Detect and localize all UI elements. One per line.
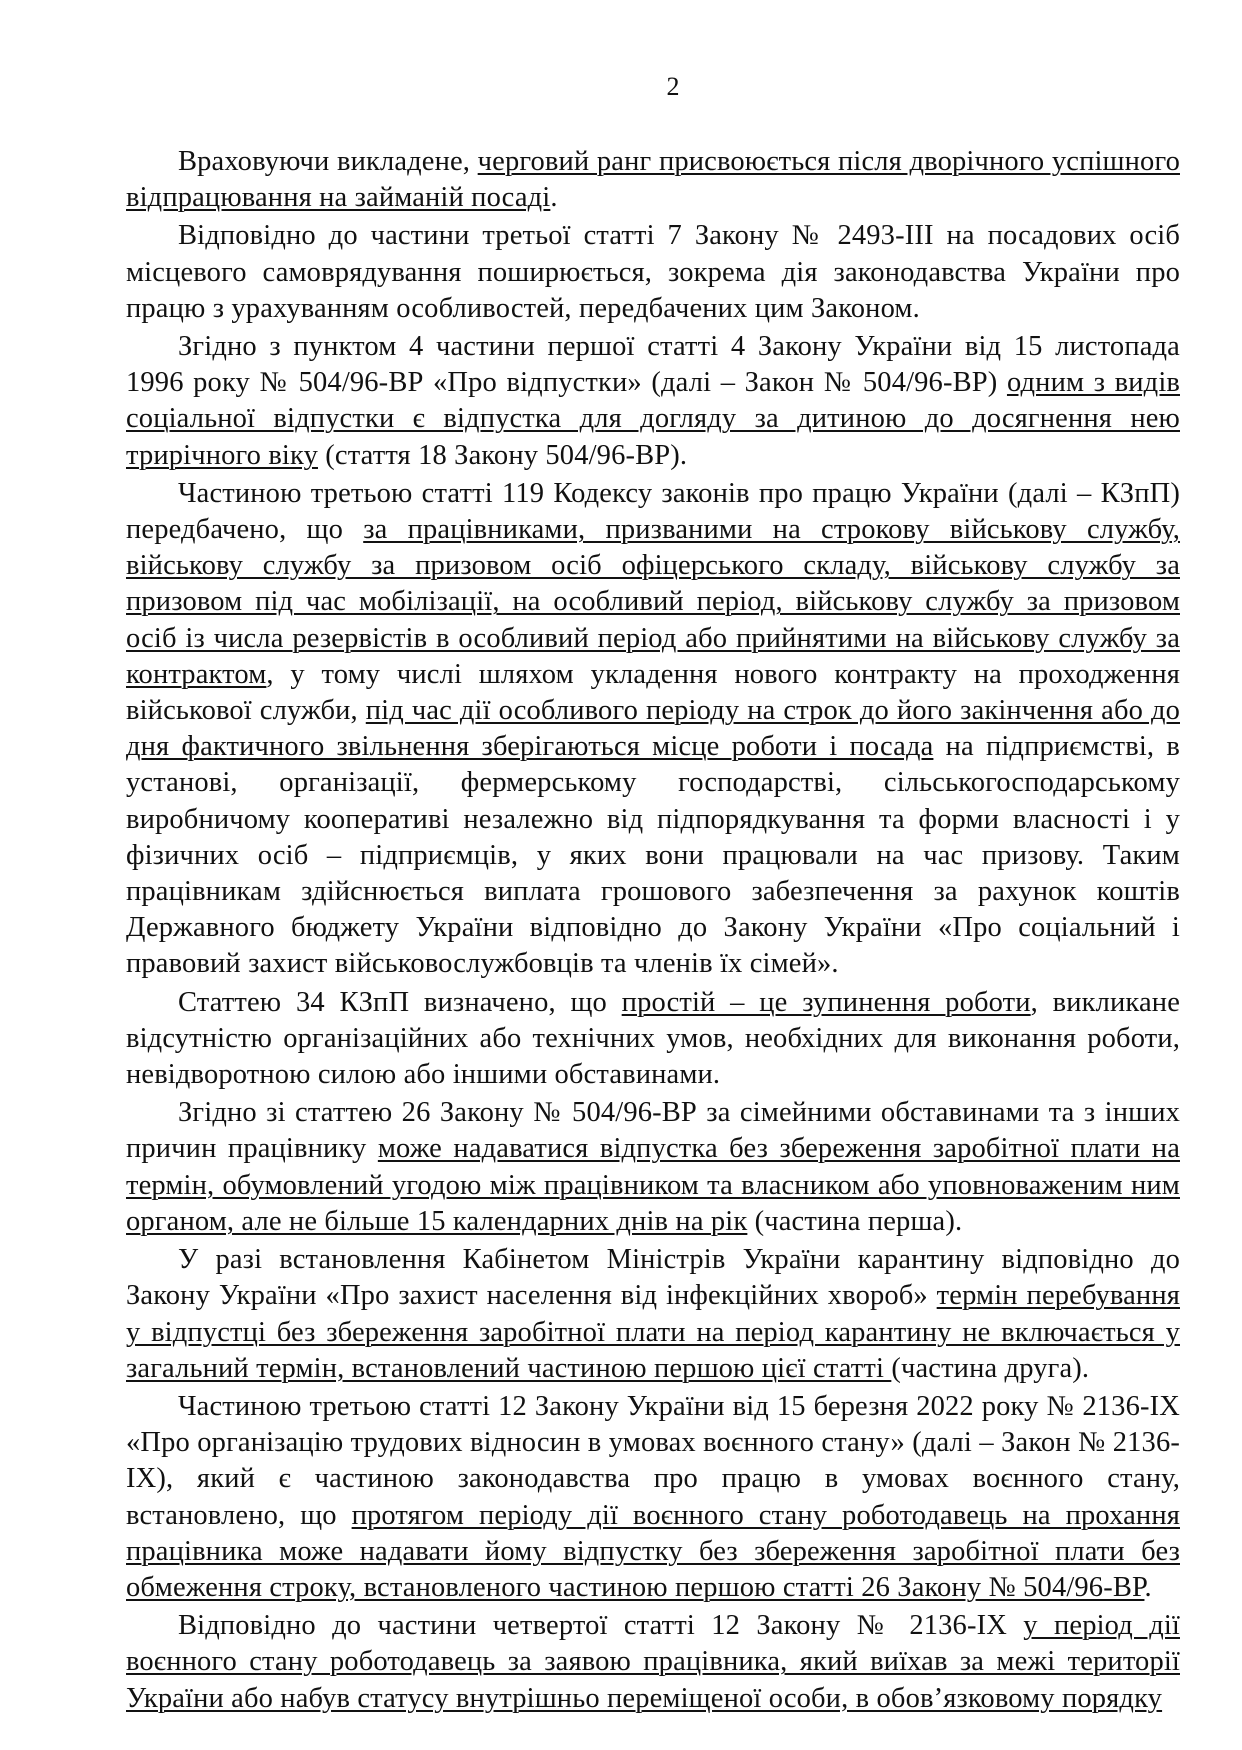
- paragraph: [126, 1095, 1180, 1240]
- underlined-text-run: черговий ранг присвоюється після дворічного успішного відпрацювання на займаній посаді: [126, 146, 1180, 214]
- page-number: 2: [666, 72, 680, 101]
- text-run: .: [1144, 1571, 1152, 1603]
- text-run: .: [550, 182, 558, 214]
- text-run: У разі встановлення Кабінетом Міністрів України карантину відповідно до Закону України «Про захист населення від інфекційних хвороб»: [126, 1244, 1180, 1312]
- underlined-text-run: може надаватися відпустка без збереження заробітної плати на термін, обумовлений угодою між працівником та власником або уповноваженим ним органом, але не більше 15 календарних днів на рік: [126, 1133, 1180, 1237]
- underlined-text-run: протягом періоду дії воєнного стану роботодавець на прохання працівника може надавати йому відпустку без збереження заробітної плати без обмеження строку, встановленого частиною першою статті 26 Закону № 504/96-ВР: [126, 1499, 1180, 1603]
- underlined-text-run: під час дії особливого періоду на строк до його закінчення або до дня фактичного звільнення зберігаються місце роботи і посада: [126, 695, 1180, 763]
- underlined-text-run: у період дії воєнного стану роботодавець за заявою працівника, який виїхав за межі території України або набув статусу внутрішньо переміщеної особи, в обов’язковому порядку: [126, 1610, 1180, 1714]
- text-run: Частиною третьою статті 12 Закону України від 15 березня 2022 року № 2136-IX «Про організацію трудових відносин в умовах воєнного стану» (далі – Закон № 2136-IX), який є частиною законодавства про працю в умовах воєнного стану, встановлено, що: [126, 1390, 1180, 1531]
- underlined-text-run: простій – це зупинення роботи: [621, 986, 1031, 1018]
- text-run: Статтею 34 КЗпП визначено, що: [178, 986, 622, 1018]
- text-run: (стаття 18 Закону 504/96-ВР).: [317, 439, 688, 471]
- text-run: Відповідно до частини третьої статті 7 Закону № 2493-III на посадових осіб місцевого самоврядування поширюється, зокрема дія законодавства України про працю з урахуванням особливостей, передбачених цим Законом.: [126, 220, 1180, 324]
- underlined-text-run: за працівниками, призваними на строкову військову службу, військову службу за призовом осіб офіцерського складу, військову службу за призовом під час мобілізації, на особливий період, військову службу за призовом осіб із числа резервістів в особливий період або прийнятими на військову службу за контрактом: [126, 514, 1180, 690]
- text-run: Враховуючи викладене,: [178, 146, 478, 177]
- text-run: (частина перша).: [747, 1205, 963, 1237]
- text-run: Частиною третьою статті 119 Кодексу законів про працю України (далі – КЗпП) передбачено, що: [126, 477, 1180, 546]
- text-run: , викликане відсутністю організаційних або технічних умов, необхідних для виконання роботи, невідворотною силою або іншими обставинами.: [126, 986, 1181, 1091]
- paragraph: [126, 985, 1180, 1094]
- text-run: (частина друга).: [891, 1352, 1090, 1384]
- paragraph: [126, 476, 1180, 983]
- paragraph: [126, 1389, 1180, 1606]
- paragraph: [126, 1242, 1180, 1387]
- underlined-text-run: одним з видів соціальної відпустки є відпустка для догляду за дитиною до досягнення нею трирічного віку: [126, 367, 1180, 471]
- text-run: Згідно з пунктом 4 частини першої статті 4 Закону України від 15 листопада 1996 року № 504/96-ВР «Про відпустки» (далі – Закон № 504/96-ВР): [126, 331, 1180, 399]
- text-run: Відповідно до частини четвертої статті 12 Закону № 2136-IX: [178, 1610, 1024, 1642]
- text-run: Згідно зі статтею 26 Закону № 504/96-ВР за сімейними обставинами та з інших причин працівнику: [126, 1097, 1180, 1165]
- paragraph: [126, 144, 1180, 216]
- underlined-text-run: термін перебування у відпустці без збереження заробітної плати на період карантину не включається у загальний термін, встановлений частиною першою цієї статті: [126, 1280, 1180, 1384]
- paragraph: [126, 218, 1180, 327]
- text-run: , у тому числі шляхом укладення нового контракту на проходження військової служби,: [126, 658, 1180, 727]
- paragraph: [126, 1608, 1180, 1717]
- text-run: на підприємстві, в установі, організації, фермерському господарстві, сільськогосподарському виробничому кооперативі незалежно від підпорядкування та форми власності і у фізичних осіб – підприємців, у яких вони працювали на час призову. Таким працівникам здійснюється виплата грошового забезпечення за рахунок коштів Державного бюджету України відповідно до Закону України «Про соціальний і правовий захист військовослужбовців та членів їх сімей».: [126, 731, 1180, 980]
- paragraph: [126, 329, 1180, 474]
